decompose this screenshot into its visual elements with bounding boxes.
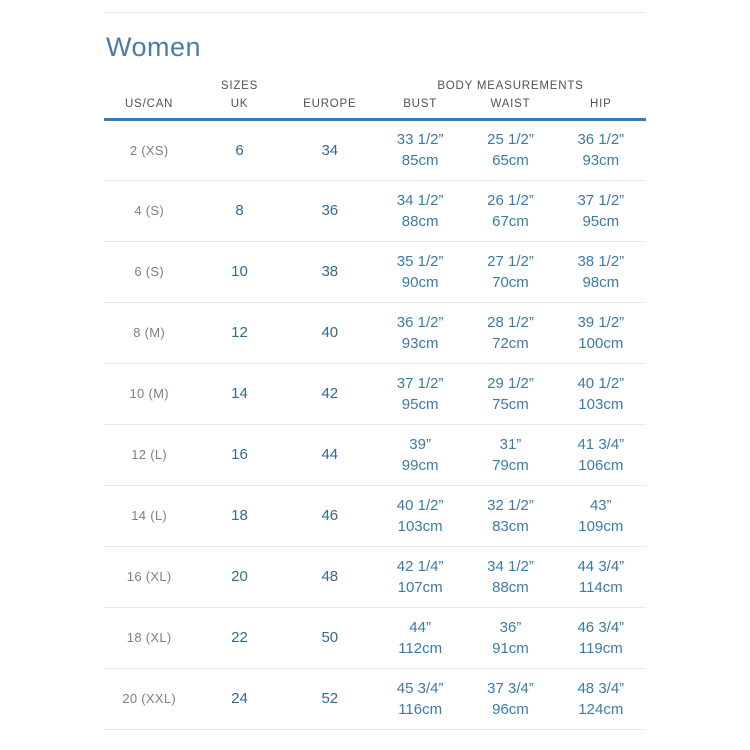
bust-inches: 44” bbox=[409, 618, 431, 636]
cell-waist bbox=[465, 119, 555, 180]
size-table-body bbox=[104, 119, 646, 729]
hip-inches: 48 3/4” bbox=[577, 679, 625, 697]
hip-cm: 114cm bbox=[578, 578, 623, 596]
col-header-uk: UK bbox=[194, 95, 284, 119]
cell-europe: 50 bbox=[321, 629, 339, 647]
bust-cm: 88cm bbox=[401, 212, 439, 230]
hip-inches: 44 3/4” bbox=[577, 557, 625, 575]
col-header-bust: BUST bbox=[375, 95, 465, 119]
cell-waist bbox=[465, 363, 555, 424]
bust-cm: 99cm bbox=[401, 456, 439, 474]
cell-uk: 10 bbox=[231, 263, 248, 281]
hip-cm: 109cm bbox=[578, 517, 624, 535]
waist-inches: 31” bbox=[499, 435, 522, 453]
hip-cm: 119cm bbox=[578, 639, 623, 657]
bust-cm: 116cm bbox=[398, 700, 443, 718]
women-size-table bbox=[104, 77, 646, 730]
cell-hip bbox=[556, 485, 646, 546]
cell-hip bbox=[556, 119, 646, 180]
waist-inches: 25 1/2” bbox=[487, 131, 534, 149]
bust-cm: 103cm bbox=[397, 517, 443, 535]
cell-europe: 44 bbox=[321, 446, 339, 464]
waist-cm: 96cm bbox=[492, 700, 529, 718]
cell-hip bbox=[556, 241, 646, 302]
hip-inches: 43” bbox=[589, 496, 612, 514]
cell-waist bbox=[465, 546, 555, 607]
cell-bust bbox=[375, 668, 465, 729]
cell-us-can: 8 (M) bbox=[133, 325, 166, 341]
col-header-us-can: US/CAN bbox=[104, 95, 194, 119]
cell-europe: 48 bbox=[321, 568, 339, 586]
cell-bust bbox=[375, 363, 465, 424]
cell-europe: 46 bbox=[321, 507, 339, 525]
cell-uk: 12 bbox=[231, 324, 248, 342]
cell-europe: 34 bbox=[321, 141, 339, 159]
waist-inches: 27 1/2” bbox=[487, 252, 534, 270]
bust-inches: 34 1/2” bbox=[396, 191, 444, 209]
bust-inches: 37 1/2” bbox=[396, 374, 444, 392]
cell-bust bbox=[375, 546, 465, 607]
cell-waist bbox=[465, 485, 555, 546]
group-header-sizes: SIZES bbox=[220, 80, 259, 93]
table-row bbox=[104, 607, 646, 668]
hip-cm: 103cm bbox=[578, 395, 624, 413]
hip-inches: 36 1/2” bbox=[577, 131, 625, 149]
cell-hip bbox=[556, 546, 646, 607]
cell-uk: 18 bbox=[231, 507, 248, 525]
page-title: Women bbox=[106, 32, 202, 62]
bust-cm: 85cm bbox=[401, 152, 439, 170]
bust-inches: 35 1/2” bbox=[396, 252, 444, 270]
cell-europe: 38 bbox=[321, 263, 339, 281]
waist-cm: 65cm bbox=[492, 152, 529, 170]
cell-waist bbox=[465, 302, 555, 363]
bust-inches: 33 1/2” bbox=[396, 131, 444, 149]
bust-inches: 40 1/2” bbox=[396, 496, 444, 514]
cell-us-can: 18 (XL) bbox=[126, 630, 172, 646]
hip-cm: 124cm bbox=[578, 700, 624, 718]
cell-us-can: 2 (XS) bbox=[129, 142, 169, 158]
bust-cm: 95cm bbox=[401, 395, 439, 413]
group-header-body-measurements: BODY MEASUREMENTS bbox=[437, 80, 584, 93]
hip-cm: 93cm bbox=[582, 152, 620, 170]
hip-inches: 37 1/2” bbox=[577, 191, 625, 209]
cell-hip bbox=[556, 302, 646, 363]
hip-cm: 98cm bbox=[582, 273, 620, 291]
bust-cm: 112cm bbox=[398, 639, 443, 657]
cell-us-can: 4 (S) bbox=[134, 203, 164, 219]
cell-hip bbox=[556, 363, 646, 424]
table-row bbox=[104, 180, 646, 241]
cell-hip bbox=[556, 668, 646, 729]
table-row bbox=[104, 546, 646, 607]
waist-inches: 32 1/2” bbox=[487, 496, 534, 514]
top-divider bbox=[104, 12, 646, 13]
bust-inches: 42 1/4” bbox=[396, 557, 444, 575]
hip-inches: 39 1/2” bbox=[577, 313, 625, 331]
waist-cm: 79cm bbox=[492, 456, 529, 474]
bust-cm: 90cm bbox=[401, 273, 439, 291]
cell-bust bbox=[375, 180, 465, 241]
waist-cm: 88cm bbox=[492, 578, 529, 596]
table-row bbox=[104, 241, 646, 302]
table-row bbox=[104, 302, 646, 363]
waist-inches: 29 1/2” bbox=[487, 374, 534, 392]
bust-inches: 36 1/2” bbox=[396, 313, 444, 331]
cell-hip bbox=[556, 424, 646, 485]
cell-waist bbox=[465, 241, 555, 302]
hip-cm: 106cm bbox=[578, 456, 624, 474]
waist-cm: 67cm bbox=[492, 212, 529, 230]
waist-cm: 75cm bbox=[492, 395, 529, 413]
cell-waist bbox=[465, 668, 555, 729]
hip-inches: 46 3/4” bbox=[577, 618, 625, 636]
cell-uk: 14 bbox=[231, 385, 248, 403]
cell-us-can: 14 (L) bbox=[131, 508, 168, 524]
waist-inches: 37 3/4” bbox=[487, 679, 534, 697]
bust-cm: 93cm bbox=[401, 334, 439, 352]
cell-waist bbox=[465, 180, 555, 241]
cell-waist bbox=[465, 424, 555, 485]
hip-inches: 40 1/2” bbox=[577, 374, 625, 392]
cell-uk: 22 bbox=[231, 629, 248, 647]
waist-cm: 83cm bbox=[492, 517, 529, 535]
cell-bust bbox=[375, 607, 465, 668]
cell-hip bbox=[556, 180, 646, 241]
waist-cm: 70cm bbox=[492, 273, 529, 291]
cell-uk: 8 bbox=[235, 202, 244, 220]
table-row bbox=[104, 668, 646, 729]
cell-europe: 52 bbox=[321, 690, 339, 708]
col-header-hip: HIP bbox=[556, 95, 646, 119]
cell-bust bbox=[375, 241, 465, 302]
cell-uk: 24 bbox=[231, 690, 248, 708]
cell-europe: 40 bbox=[321, 324, 339, 342]
cell-hip bbox=[556, 607, 646, 668]
cell-uk: 6 bbox=[235, 141, 244, 159]
table-row bbox=[104, 363, 646, 424]
cell-waist bbox=[465, 607, 555, 668]
cell-europe: 42 bbox=[321, 385, 339, 403]
cell-uk: 20 bbox=[231, 568, 248, 586]
bust-inches: 39” bbox=[409, 435, 431, 453]
hip-cm: 100cm bbox=[578, 334, 624, 352]
table-row bbox=[104, 119, 646, 180]
column-header-row bbox=[104, 95, 646, 119]
cell-us-can: 20 (XXL) bbox=[122, 691, 177, 707]
col-header-europe: EUROPE bbox=[285, 95, 375, 119]
waist-inches: 34 1/2” bbox=[487, 557, 534, 575]
size-guide-page bbox=[104, 12, 646, 730]
cell-bust bbox=[375, 119, 465, 180]
cell-bust bbox=[375, 485, 465, 546]
hip-inches: 41 3/4” bbox=[577, 435, 625, 453]
waist-cm: 91cm bbox=[492, 639, 529, 657]
group-header-row bbox=[104, 77, 646, 95]
cell-bust bbox=[375, 302, 465, 363]
cell-us-can: 12 (L) bbox=[131, 447, 168, 463]
hip-inches: 38 1/2” bbox=[577, 252, 625, 270]
hip-cm: 95cm bbox=[582, 212, 620, 230]
cell-europe: 36 bbox=[321, 202, 339, 220]
table-row bbox=[104, 424, 646, 485]
col-header-waist: WAIST bbox=[465, 95, 555, 119]
waist-inches: 36” bbox=[499, 618, 522, 636]
bust-cm: 107cm bbox=[397, 578, 443, 596]
cell-bust bbox=[375, 424, 465, 485]
waist-inches: 28 1/2” bbox=[487, 313, 534, 331]
cell-us-can: 10 (M) bbox=[129, 386, 169, 402]
bust-inches: 45 3/4” bbox=[396, 679, 444, 697]
cell-uk: 16 bbox=[231, 446, 248, 464]
waist-inches: 26 1/2” bbox=[487, 191, 534, 209]
cell-us-can: 6 (S) bbox=[134, 264, 164, 280]
waist-cm: 72cm bbox=[492, 334, 529, 352]
table-row bbox=[104, 485, 646, 546]
size-table-header bbox=[104, 77, 646, 119]
cell-us-can: 16 (XL) bbox=[126, 569, 172, 585]
